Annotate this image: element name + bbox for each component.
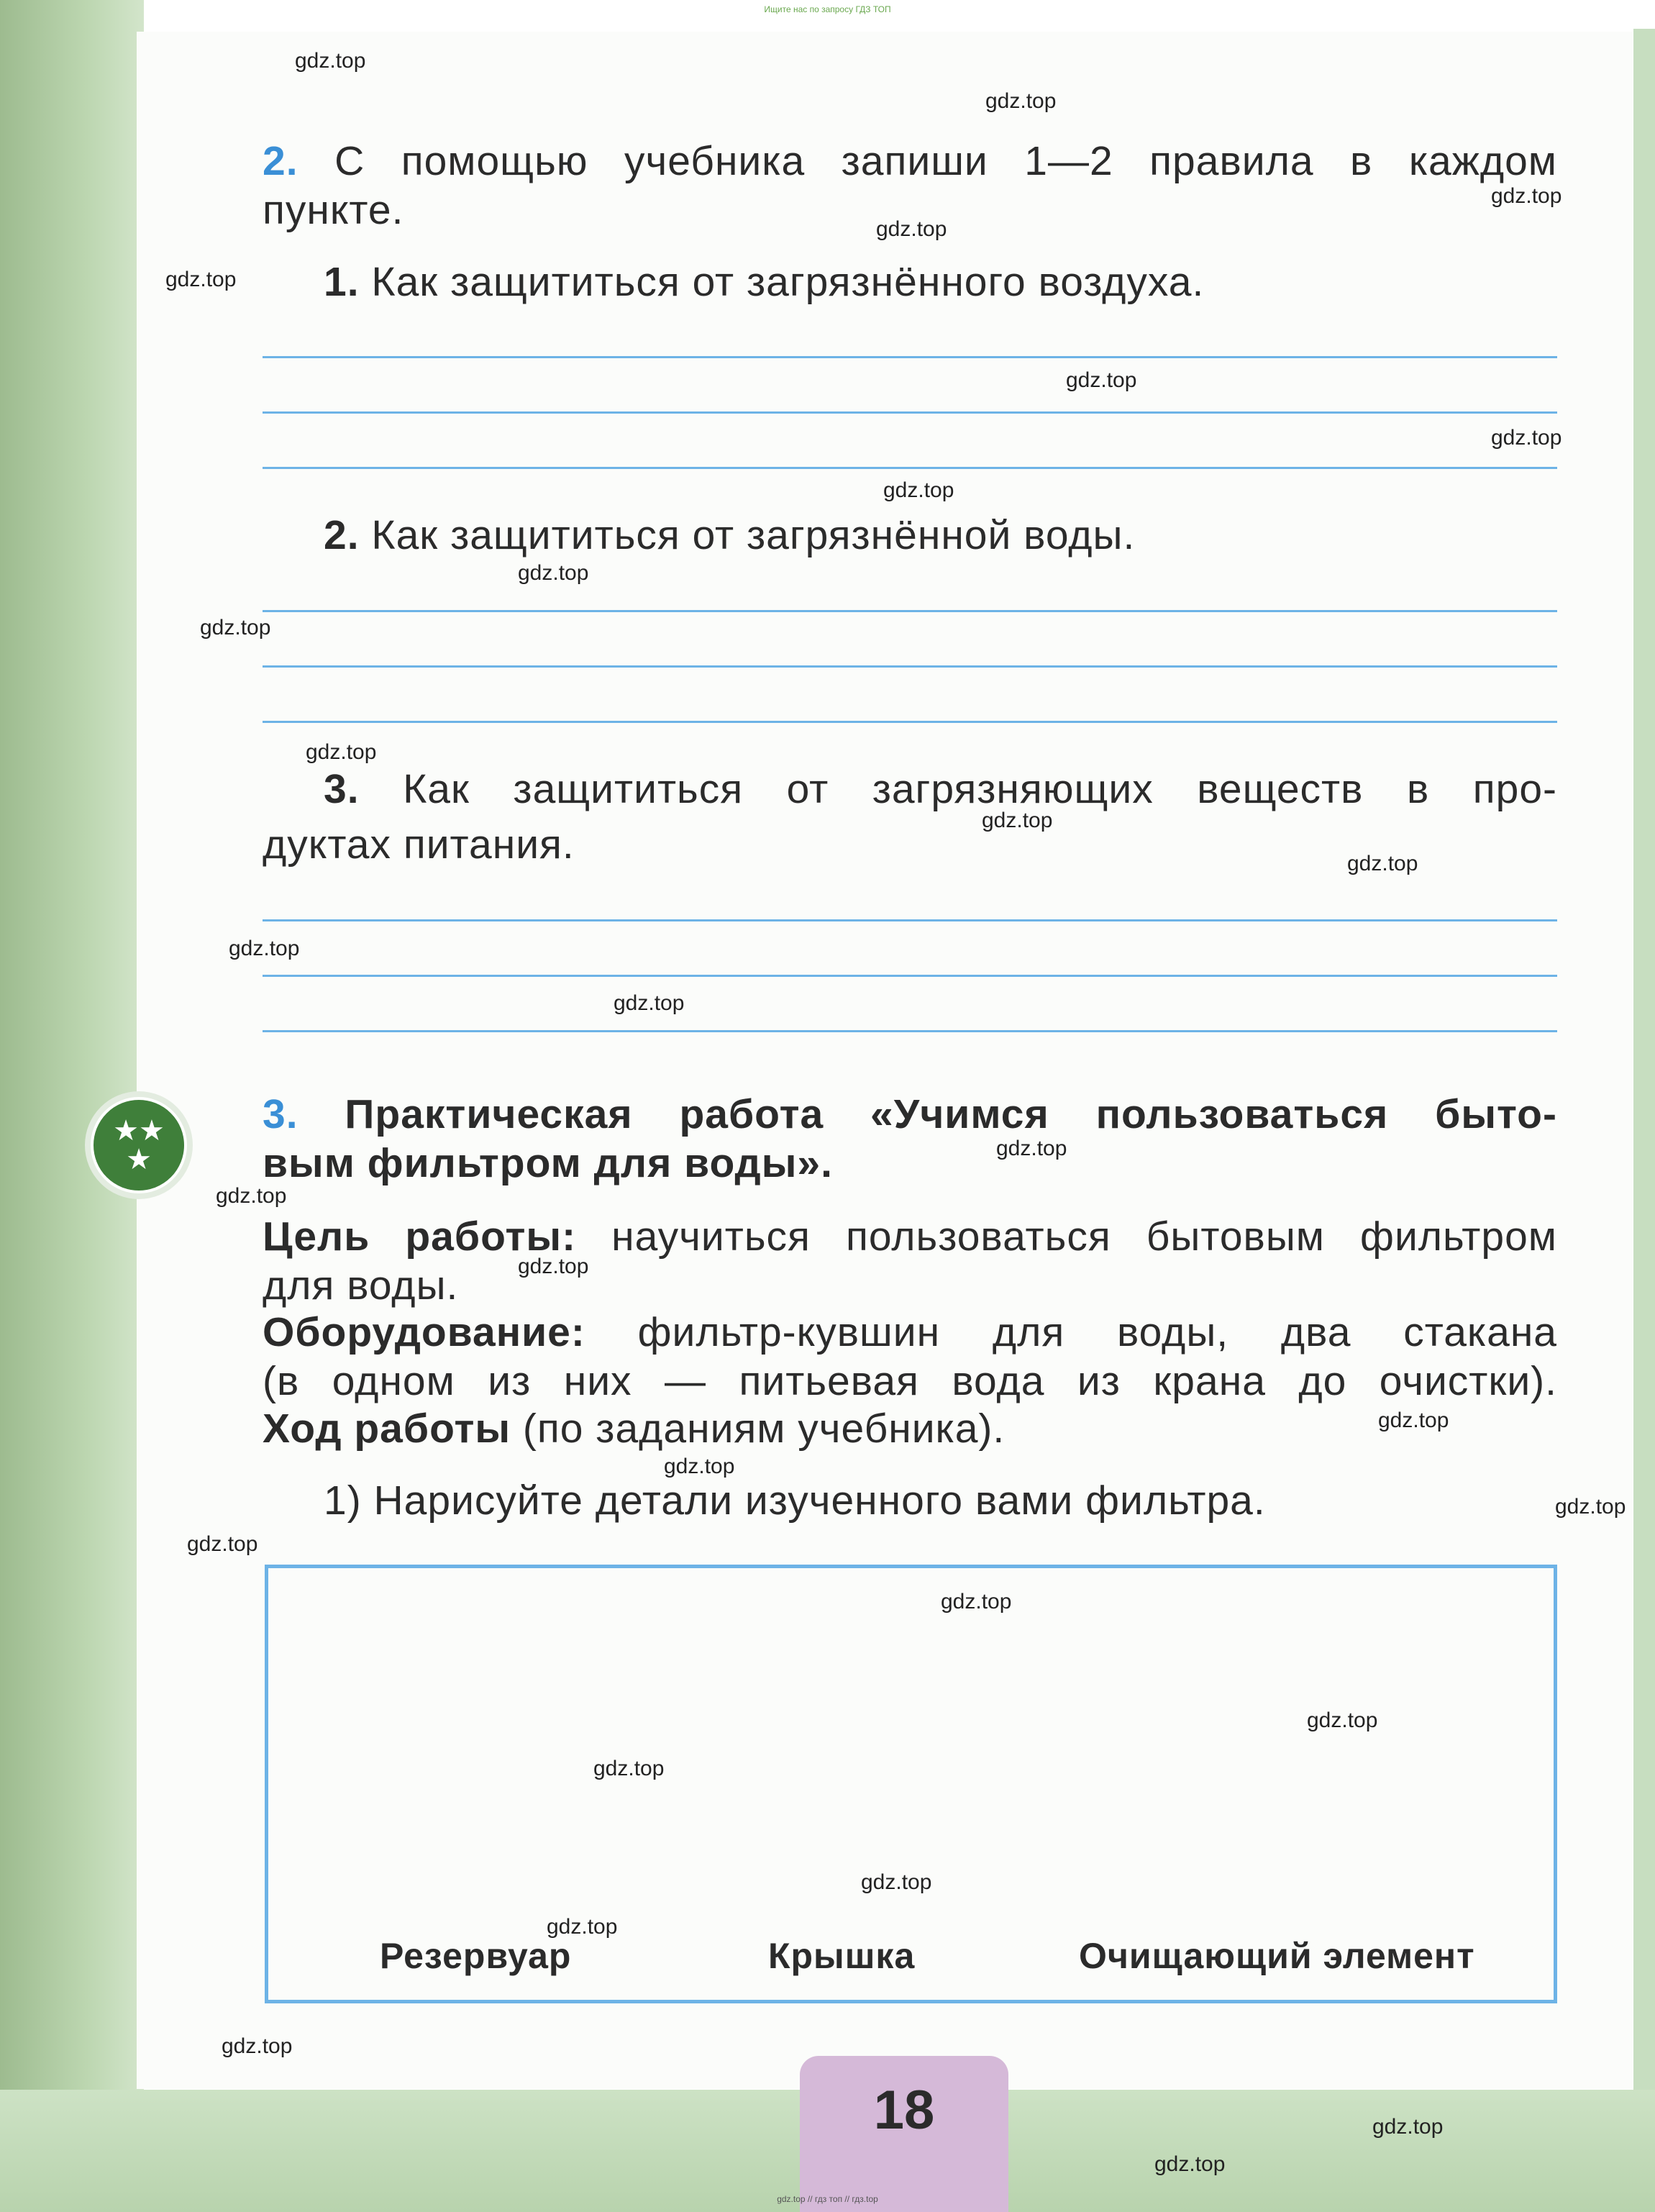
- header-note: Ищите нас по запросу ГДЗ ТОП: [764, 4, 891, 14]
- answer-line[interactable]: [263, 975, 1557, 977]
- task3-title-line1: 3. Практическая работа «Учимся пользоваться быто-: [263, 1091, 1557, 1137]
- watermark: gdz.top: [1372, 2115, 1444, 2139]
- stars-icon: ★★ ★: [91, 1097, 187, 1193]
- watermark: gdz.top: [941, 1590, 1012, 1614]
- task2-item3-line2: дуктах питания.: [263, 821, 575, 868]
- watermark: gdz.top: [187, 1532, 258, 1556]
- task2-prompt-line1: 2. С помощью учебника запиши 1—2 правила в каждом: [263, 138, 1557, 184]
- task2-item1: 1. Как защититься от загрязнённого воздуха.: [324, 259, 1205, 305]
- watermark: gdz.top: [1378, 1408, 1449, 1432]
- task2-item2: 2. Как защититься от загрязнённой воды.: [324, 512, 1136, 558]
- caption-filter-element: Очищающий элемент: [1079, 1936, 1475, 1976]
- watermark: gdz.top: [216, 1184, 287, 1208]
- task2-number: 2.: [263, 138, 298, 184]
- watermark: gdz.top: [883, 478, 954, 502]
- watermark: gdz.top: [518, 1255, 589, 1278]
- watermark: gdz.top: [1066, 368, 1137, 392]
- watermark: gdz.top: [165, 268, 237, 291]
- watermark: gdz.top: [200, 616, 271, 640]
- caption-reservoir: Резервуар: [380, 1936, 572, 1976]
- watermark: gdz.top: [593, 1757, 665, 1780]
- watermark: gdz.top: [306, 740, 377, 764]
- answer-line[interactable]: [263, 610, 1557, 612]
- goal-line2: для воды.: [263, 1262, 459, 1308]
- answer-line[interactable]: [263, 467, 1557, 469]
- watermark: gdz.top: [222, 2034, 293, 2058]
- watermark: gdz.top: [861, 1870, 932, 1894]
- task3-number: 3.: [263, 1091, 298, 1137]
- watermark: gdz.top: [1347, 852, 1418, 875]
- watermark: gdz.top: [1307, 1708, 1378, 1732]
- watermark: gdz.top: [229, 937, 300, 960]
- step1-text: 1) Нарисуйте детали изученного вами фильтра.: [324, 1478, 1266, 1524]
- right-decor: [1633, 29, 1655, 2187]
- watermark: gdz.top: [1154, 2152, 1226, 2176]
- watermark: gdz.top: [1491, 426, 1562, 450]
- procedure-line: Ход работы (по заданиям учебника).: [263, 1406, 1006, 1452]
- goal-line1: Цель работы: научиться пользоваться бытовым фильтром: [263, 1214, 1557, 1260]
- watermark: gdz.top: [518, 561, 589, 585]
- answer-line[interactable]: [263, 919, 1557, 921]
- watermark: gdz.top: [664, 1455, 735, 1478]
- task2-item3-line1: 3. Как защититься от загрязняющих веществ в про-: [324, 766, 1557, 812]
- difficulty-badge: [85, 1091, 193, 1199]
- answer-line[interactable]: [263, 411, 1557, 414]
- watermark: gdz.top: [982, 809, 1053, 832]
- watermark: gdz.top: [1555, 1495, 1626, 1519]
- task3-title-line2: вым фильтром для воды».: [263, 1140, 833, 1186]
- answer-line[interactable]: [263, 356, 1557, 358]
- watermark: gdz.top: [1491, 184, 1562, 208]
- watermark: gdz.top: [876, 217, 947, 241]
- footer-note: gdz.top // гдз топ // гдз.top: [777, 2194, 878, 2204]
- watermark: gdz.top: [295, 49, 366, 73]
- page-number: 18: [873, 2080, 935, 2141]
- watermark: gdz.top: [996, 1137, 1067, 1160]
- answer-line[interactable]: [263, 665, 1557, 668]
- answer-line[interactable]: [263, 1030, 1557, 1032]
- caption-lid: Крышка: [768, 1936, 916, 1976]
- watermark: gdz.top: [547, 1915, 618, 1939]
- equipment-line1: Оборудование: фильтр-кувшин для воды, два стакана: [263, 1309, 1557, 1355]
- watermark: gdz.top: [614, 991, 685, 1015]
- equipment-line2: (в одном из них — питьевая вода из крана до очистки).: [263, 1358, 1557, 1404]
- watermark: gdz.top: [985, 89, 1057, 113]
- task2-prompt-line2: пункте.: [263, 187, 404, 233]
- answer-line[interactable]: [263, 721, 1557, 723]
